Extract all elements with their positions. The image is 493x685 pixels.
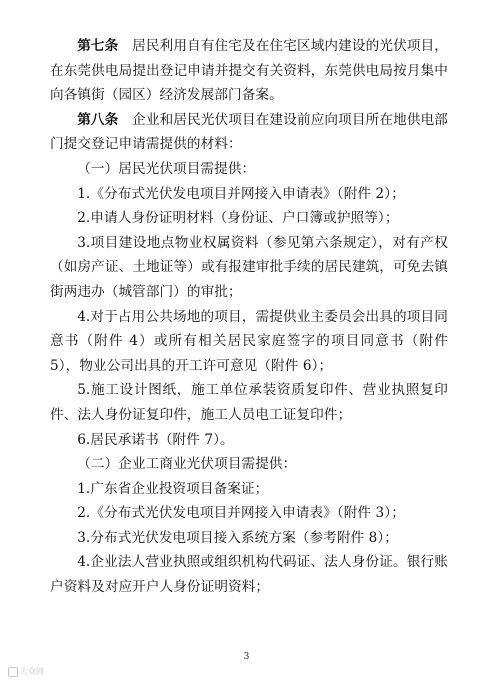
paragraph-article-8 — [50, 108, 448, 157]
residential-item-3: 3.项目建设地点物业权属资料（参见第六条规定），对有产权（如房产证、土地证等）或有报建审批手续的居民建筑，可免去镇街两违办（城管部门）的审批； — [50, 234, 448, 300]
enterprise-item-3: 3.分布式光伏发电项目接入系统方案（参考附件 8）； — [77, 529, 398, 546]
document-body — [50, 34, 448, 600]
enterprise-item-1: 1.广东省企业投资项目备案证； — [77, 480, 269, 497]
watermark-logo-icon — [8, 667, 18, 677]
watermark-text: 大众网 — [20, 667, 44, 676]
enterprise-item-2: 2.《分布式光伏发电项目并网接入申请表》（附件 3）； — [77, 505, 405, 522]
residential-item-5: 5.施工设计图纸，施工单位承装资质复印件、营业执照复印件、法人身份证复印件，施工人员电工证复印件； — [50, 382, 448, 423]
residential-item-2: 2.申请人身份证明材料（身份证、户口簿或护照等）； — [77, 210, 399, 227]
residential-item-4: 4.对于占用公共场地的项目，需提供业主委员会出具的项目同意书（附件 4）或所有相关居民家庭签字的项目同意书（附件 5），物业公司出具的开工许可意见（附件 6）； — [50, 308, 448, 374]
residential-item-6: 6.居民承诺书（附件 7）。 — [77, 431, 234, 448]
paragraph-article-7 — [50, 34, 448, 108]
residential-item-1: 1.《分布式光伏发电项目并网接入申请表》（附件 2）； — [77, 185, 405, 202]
article-8-heading: 第八条 — [77, 111, 119, 128]
section-enterprise-heading: （二）企业工商业光伏项目需提供： — [77, 456, 297, 473]
article-7-heading: 第七条 — [77, 38, 119, 54]
page-number: 3 — [243, 652, 250, 662]
enterprise-item-4: 4.企业法人营业执照或组织机构代码证、法人身份证。银行账户资料及对应开户人身份证明资料； — [50, 554, 448, 596]
article-7-text: 居民利用自有住宅及在住宅区域内建设的光伏项目，在东莞供电局提出登记申请并提交有关资料，东莞供电局按月集中向各镇街（园区）经济发展部门备案。 — [50, 38, 448, 104]
section-residential-heading: （一）居民光伏项目需提供： — [77, 160, 256, 177]
watermark — [8, 666, 44, 677]
article-8-text: 企业和居民光伏项目在建设前应向项目所在地供电部门提交登记申请需提供的材料： — [50, 111, 448, 153]
